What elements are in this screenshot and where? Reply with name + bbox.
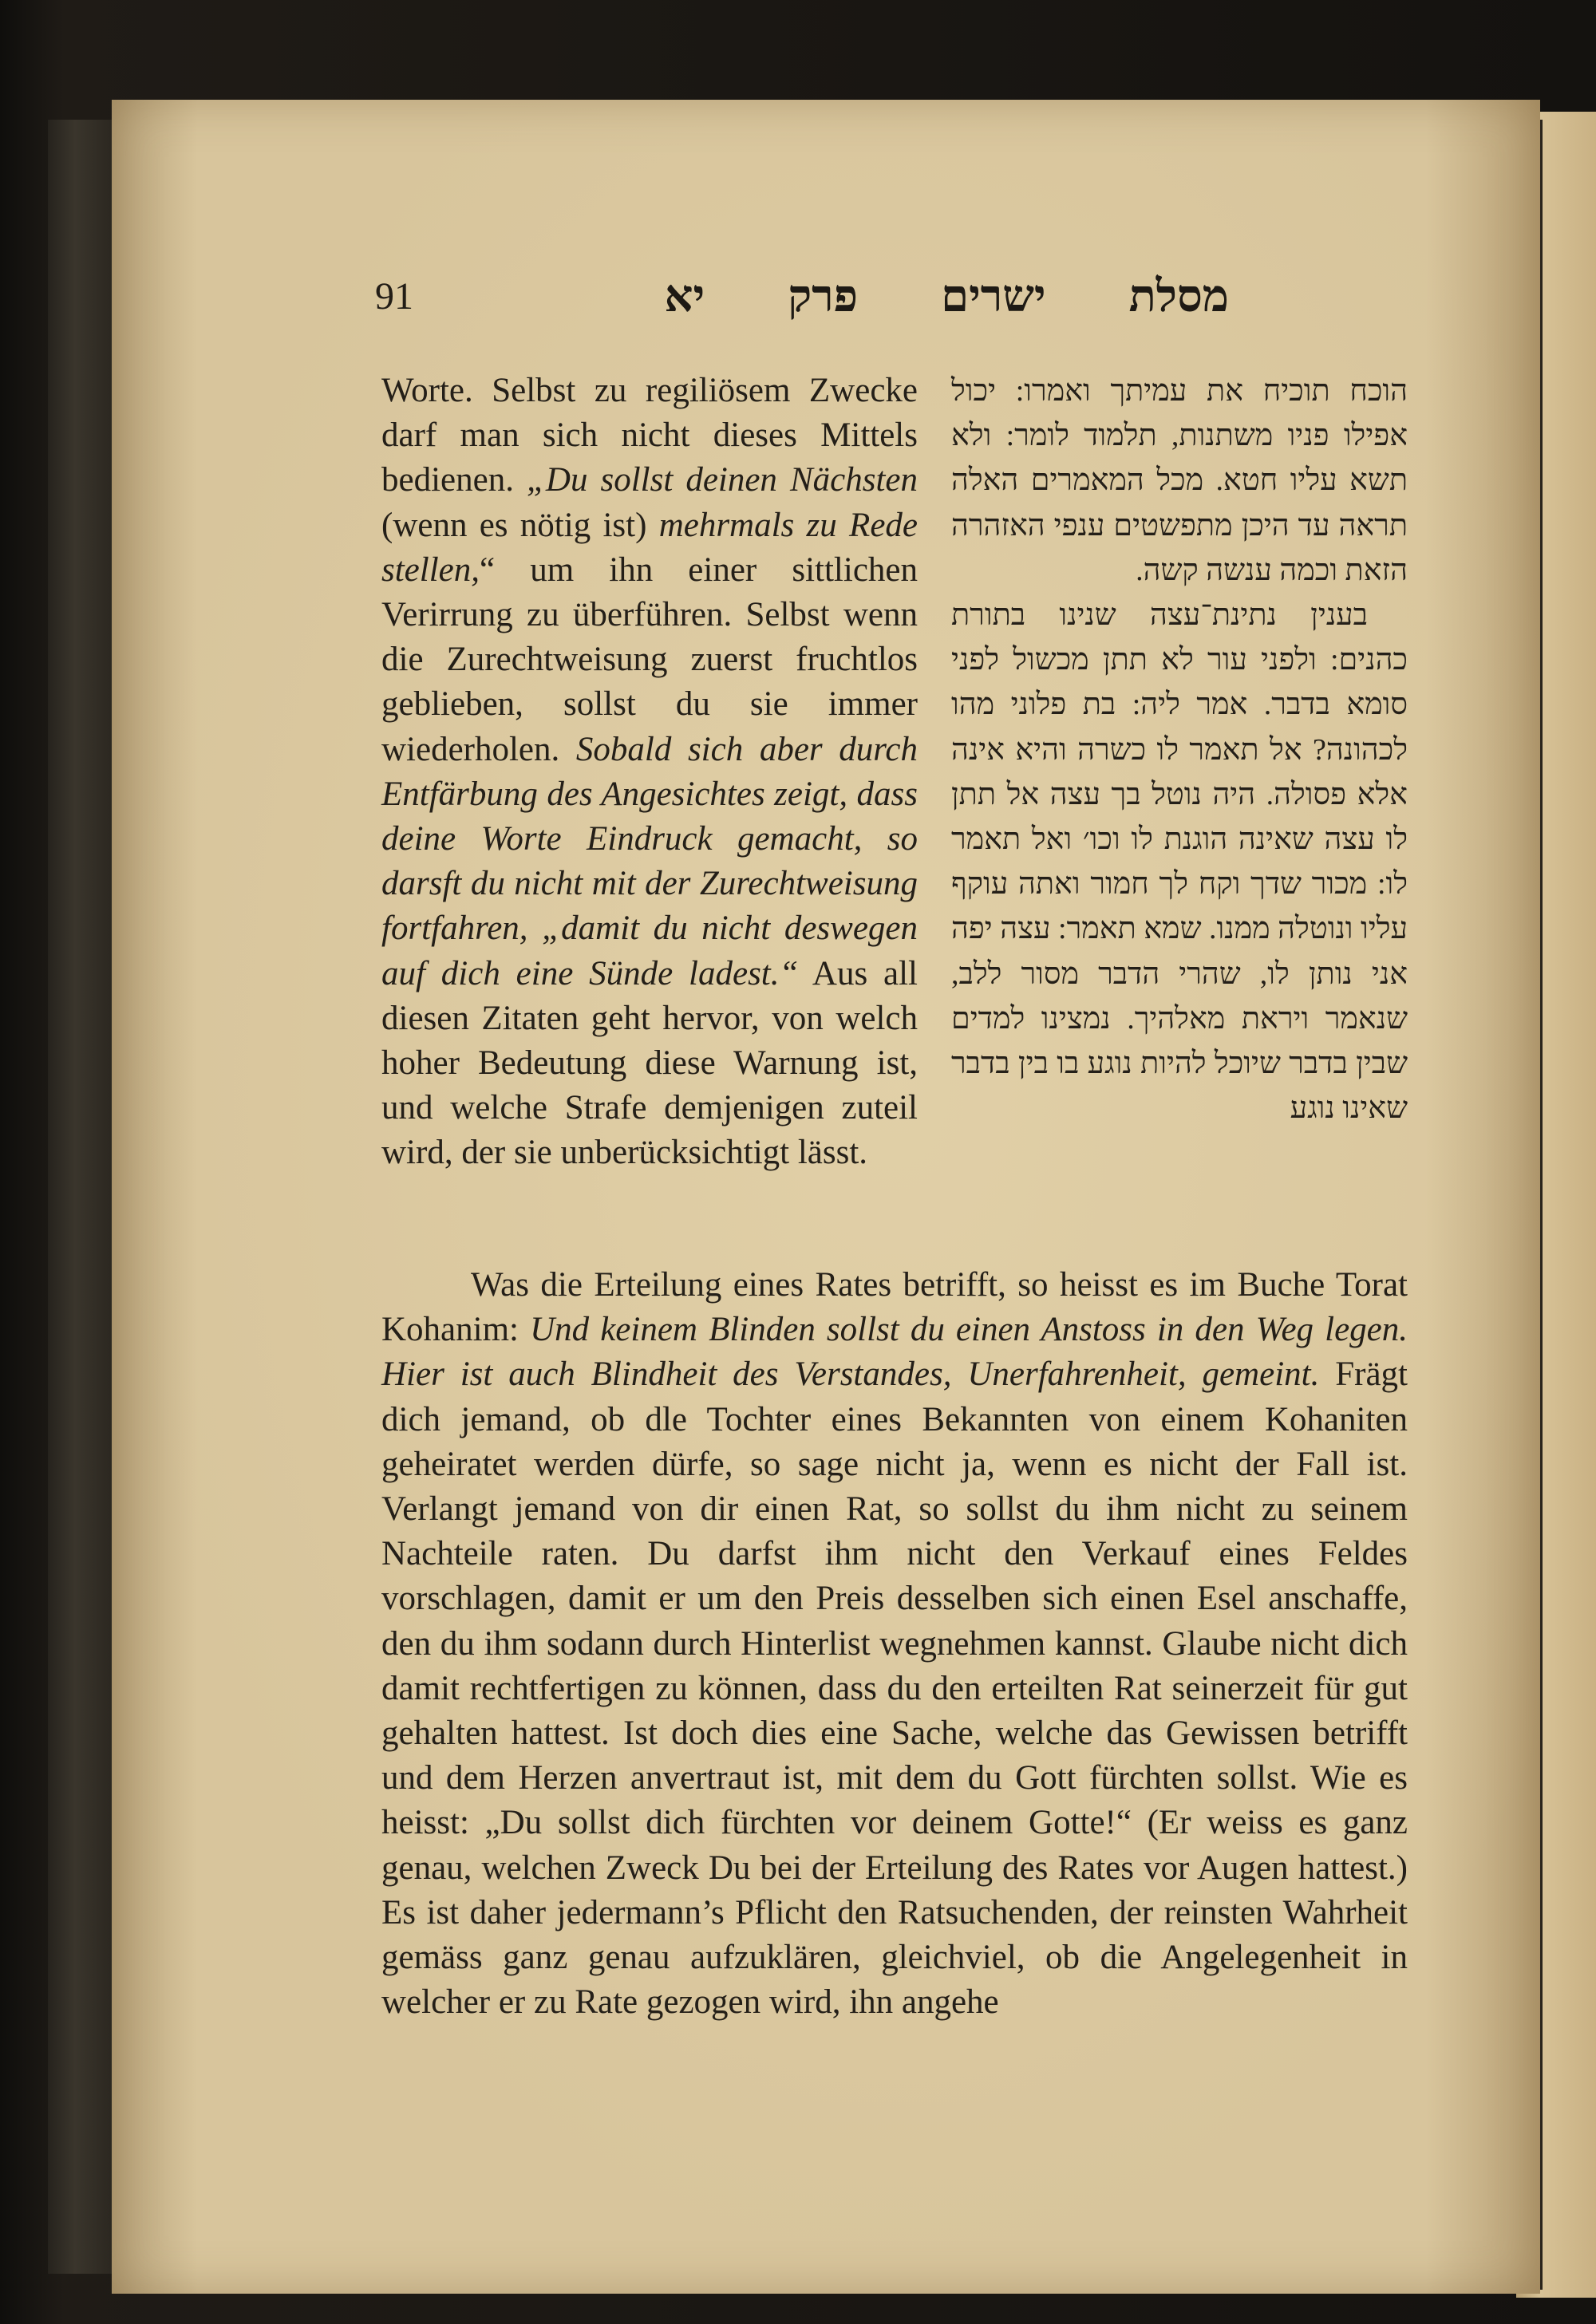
german-quote-italic: „Du sollst deinen Nächsten bbox=[526, 461, 918, 499]
german-paragraph bbox=[381, 1263, 1408, 2025]
paragraph-text: Frägt dich jemand, ob dle Tochter eines Bekannten von einem Kohaniten geheiratet werden dürfe, so sage nicht ja, wenn es nicht der Fall ist. Verlangt jemand von dir einen Rat, so sollst du ihm nicht zu seinem Nachteile raten. Du darfst ihm nicht den Verkauf eines Feldes vorschlagen, damit er um den Preis desselben sich einen Esel anschaffe, den du ihm sodann durch Hinterlist wegnehmen kannst. Glaube nicht dich damit rechtfertigen zu können, dass du den erteilten Rat seinerzeit für gut gehalten hattest. Ist doch dies eine Sache, welche das Gewissen betrifft und dem Herzen anvertraut ist, mit dem du Gott fürchten sollst. Wie es heisst: „Du sollst dich fürchten vor deinem Gotte!“ (Er weiss es ganz genau, welchen Zweck Du bei der Erteilung des Rates vor Augen hattest.) Es ist daher jedermann’s Pflicht den Ratsuchenden, der reinsten Wahrheit gemäss ganz genau aufzuklären, gleichviel, ob die Angelegenheit in welcher er zu Rate gezogen wird, ihn angehe bbox=[381, 1355, 1408, 2022]
paragraph-text: Was die Erteilung eines Rates betrifft, so heisst es im Buche Torat Kohanim: bbox=[381, 1266, 1408, 1349]
book-binding bbox=[48, 120, 116, 2274]
paragraph-quote-italic: Und keinem Blinden sollst du einen Anstoss in den Weg legen. Hier ist auch Blindheit des Verstandes, Unerfahrenheit, gemeint. bbox=[381, 1311, 1408, 1394]
hebrew-paragraph: הוכח תוכיח את עמיתך ואמרו: יכול אפילו פניו משתנות, תלמוד לומר: ולא תשא עליו חטא. מכל המאמרים האלה תראה עד היכן מתפשטים ענפי האזהרה הזאת וכמה ענשה קשה. bbox=[951, 374, 1408, 587]
german-quote-italic: Sobald sich aber durch Entfärbung des Angesichtes zeigt, dass deine Worte Eindruck gemacht, so darsft du nicht mit der Zurechtweisung fortfahren, „damit du nicht deswegen auf dich eine Sünde ladest.“ bbox=[381, 730, 918, 992]
page-number: 91 bbox=[375, 275, 413, 318]
running-head bbox=[375, 271, 1229, 335]
german-text: “ um ihn einer sittlichen Verirrung zu überführen. Selbst wenn die Zurechtweisung zuerst fruchtlos geblieben, sollst du sie immer wiederholen. bbox=[381, 550, 918, 768]
german-paragraph bbox=[381, 369, 918, 1176]
hebrew-paragraph: בענין נתינת־עצה שנינו בתורת כהנים: ולפני עור לא תתן מכשול לפני סומא בדבר. אמר ליה: בת פלוני מהו לכהונה? אל תאמר לו כשרה והיא אינה אלא פסולה. היה נוטל בך עצה אל תתן לו עצה שאינה הוגנת לו וכו׳ ואל תאמר לו: מכור שדך וקח לך חמור ואתה עוקף עליו ונוטלה ממנו. שמא תאמר: עצה יפה אני נותן לו, שהרי הדבר מסור ללב, שנאמר ויראת מאלהיך. נמצינו למדים שבין בדבר שיוכל להיות נוגע בו בין בדבר שאינו נוגע bbox=[951, 598, 1408, 1126]
german-text: Worte. Selbst zu regiliösem Zwecke darf man sich nicht dieses Mittels bedienen. bbox=[381, 372, 918, 499]
page-edge-line bbox=[1540, 120, 1543, 2290]
full-width-paragraph bbox=[381, 1263, 1408, 2025]
german-text: Aus all diesen Zitaten geht hervor, von welch hoher Bedeutung diese Warnung ist, und welche Strafe demjenigen zuteil wird, der sie unberücksichtigt lässt. bbox=[381, 954, 918, 1172]
german-column bbox=[381, 369, 918, 1176]
german-quote-italic: mehrmals zu Rede stellen, bbox=[381, 506, 918, 589]
hebrew-column bbox=[951, 369, 1408, 1130]
hebrew-header-title: מסלת ישרים פרק יא bbox=[664, 272, 1229, 322]
german-text: (wenn es nötig ist) bbox=[381, 506, 659, 544]
